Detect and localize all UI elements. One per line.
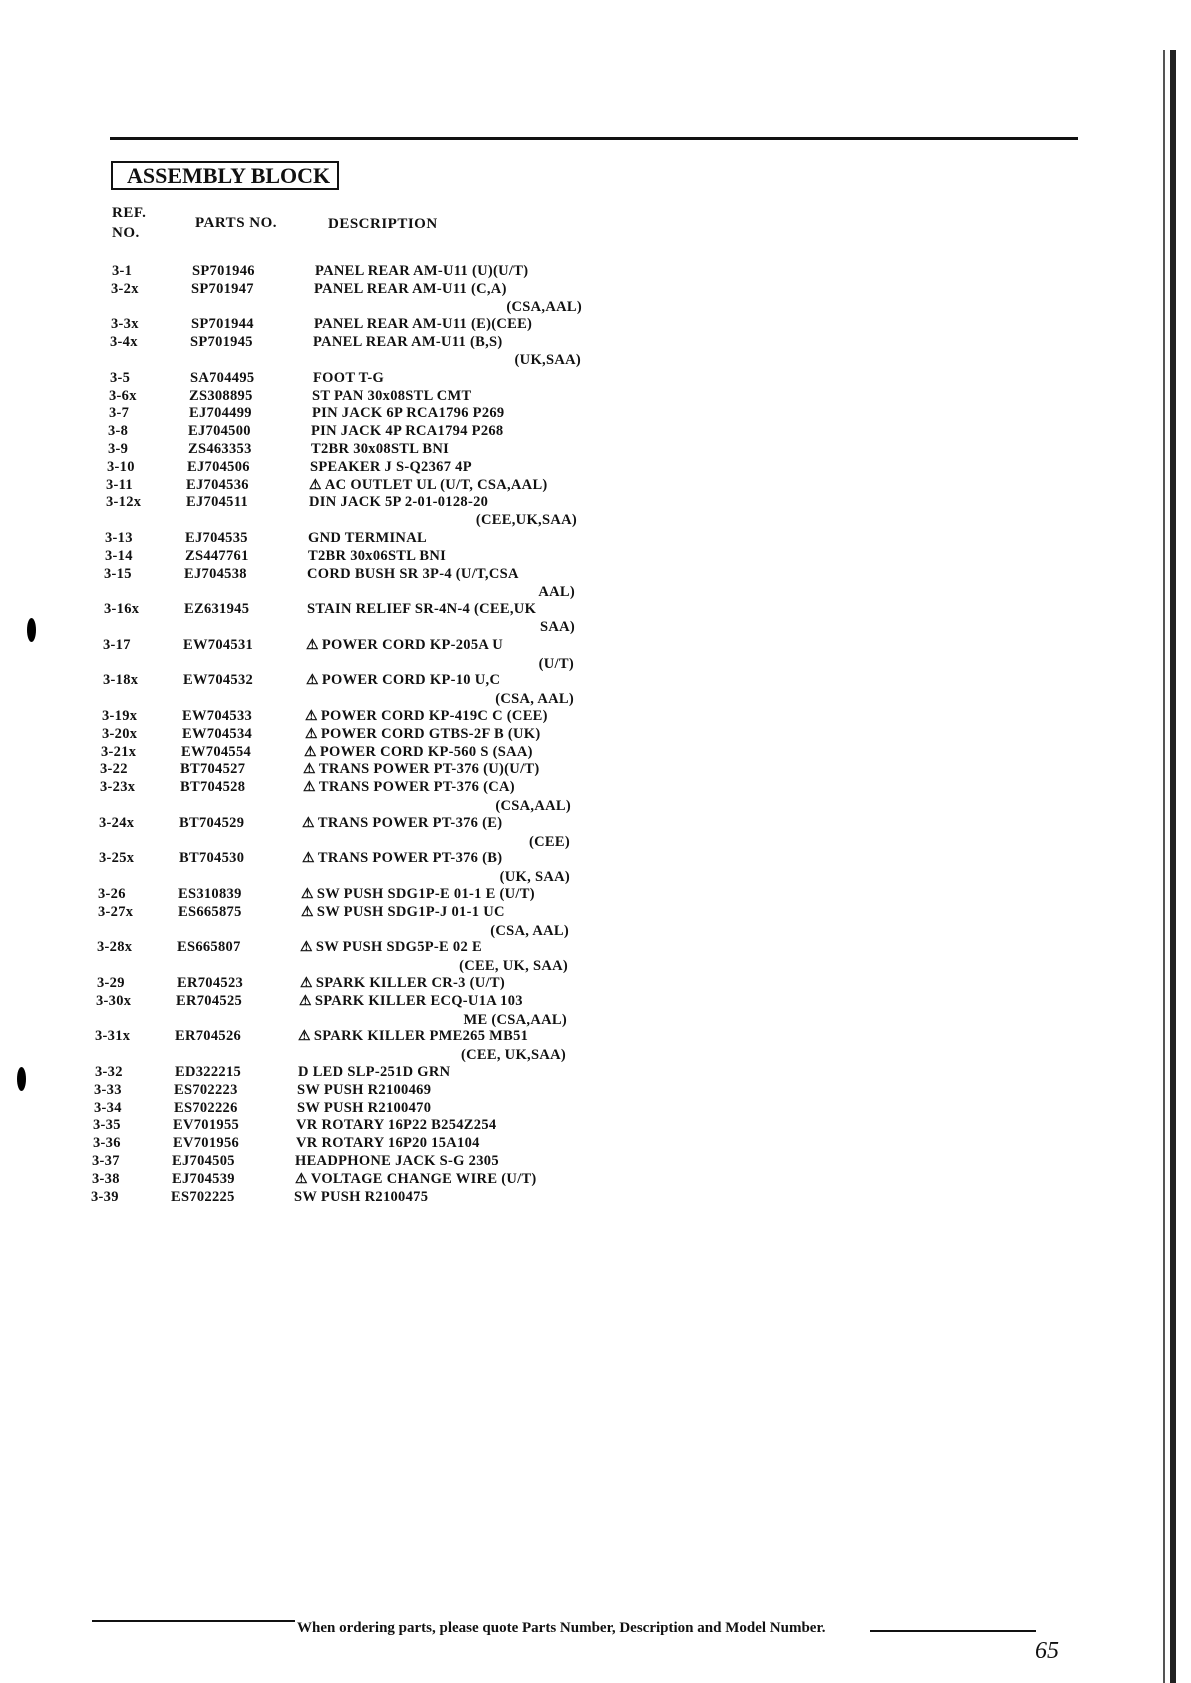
description-text: SPARK KILLER CR-3 (U/T) [315, 975, 505, 991]
description-text: PANEL REAR AM-U11 (U)(U/T) [315, 263, 529, 279]
parts-no: ED322215 [175, 1064, 242, 1080]
description [307, 600, 575, 636]
description [312, 404, 580, 422]
warning-icon: ⚠ [303, 780, 316, 796]
description [313, 333, 581, 369]
ref-no: 3-37 [92, 1153, 120, 1169]
section-title: ASSEMBLY BLOCK [111, 161, 339, 190]
footer-rule [870, 1630, 1036, 1632]
ref-no: 3-26 [98, 886, 126, 902]
warning-icon: ⚠ [295, 1171, 308, 1187]
ref-no: 3-22 [100, 761, 128, 778]
ref-no: 3-14 [105, 547, 133, 564]
top-rule [110, 137, 1078, 140]
description-continuation: (CSA,AAL) [506, 298, 582, 315]
description-text: VR ROTARY 16P22 B254Z254 [296, 1117, 497, 1134]
parts-no: ES702225 [171, 1188, 235, 1205]
description-text: POWER CORD KP-205A U [321, 636, 504, 653]
description [309, 476, 577, 495]
parts-no: EW704554 [181, 743, 252, 760]
description-continuation: (U/T) [538, 655, 574, 672]
parts-no: SA704495 [190, 369, 255, 386]
description [300, 974, 568, 993]
description-text: TRANS POWER PT-376 (CA) [318, 779, 515, 796]
description [313, 369, 581, 387]
description-text: POWER CORD KP-419C C (CEE) [320, 708, 548, 724]
description [301, 885, 569, 904]
parts-no: EJ704535 [185, 530, 248, 546]
parts-no: ES310839 [178, 886, 242, 902]
parts-no: SP701946 [192, 263, 255, 279]
header-parts-no: PARTS NO. [195, 215, 278, 231]
description-text: CORD BUSH SR 3P-4 (U/T,CSA [307, 565, 519, 582]
description-text: POWER CORD KP-10 U,C [321, 672, 501, 689]
description-text: TRANS POWER PT-376 (B) [317, 850, 503, 867]
ref-no: 3-4x [110, 334, 138, 351]
description-text: SPEAKER J S-Q2367 4P [310, 458, 472, 475]
parts-no: ER704523 [177, 975, 244, 991]
binding-edge [1170, 50, 1176, 1683]
ref-no: 3-31x [95, 1028, 131, 1045]
footer-rule [92, 1620, 295, 1622]
ref-no: 3-23x [100, 779, 136, 796]
description [298, 1063, 566, 1081]
warning-icon: ⚠ [301, 887, 314, 902]
parts-no: BT704530 [179, 850, 245, 867]
warning-icon: ⚠ [304, 744, 317, 760]
ref-no: 3-30x [96, 992, 132, 1009]
ref-no: 3-29 [97, 975, 125, 991]
ref-no: 3-15 [104, 565, 132, 582]
description-continuation: (CEE, UK, SAA) [459, 958, 568, 975]
parts-no: BT704527 [180, 761, 246, 778]
description [309, 493, 577, 529]
ref-no: 3-27x [98, 903, 134, 920]
parts-no: EJ704539 [172, 1170, 235, 1187]
description [306, 636, 574, 673]
description [314, 280, 582, 316]
description-text: PANEL REAR AM-U11 (E)(CEE) [314, 316, 533, 333]
warning-icon: ⚠ [306, 673, 319, 689]
parts-no: ZS447761 [185, 547, 249, 564]
ref-no: 3-32 [95, 1064, 123, 1080]
description [299, 992, 567, 1029]
description-text: D LED SLP-251D GRN [298, 1064, 451, 1080]
ref-no: 3-34 [94, 1099, 122, 1116]
ref-no: 3-11 [106, 476, 133, 493]
ref-no: 3-2x [111, 280, 139, 297]
description-text: PANEL REAR AM-U11 (C,A) [314, 280, 507, 297]
description [302, 849, 570, 886]
description-text: POWER CORD GTBS-2F B (UK) [320, 725, 541, 742]
description [308, 547, 576, 565]
description-continuation: (CEE, UK,SAA) [460, 1047, 566, 1064]
description [308, 529, 576, 547]
ref-no: 3-8 [108, 423, 129, 440]
warning-icon: ⚠ [306, 637, 319, 653]
footer-note: When ordering parts, please quote Parts Number, Description and Model Number. [297, 1620, 826, 1636]
description-text: T2BR 30x06STL BNI [308, 547, 447, 564]
parts-no: ES702226 [174, 1099, 238, 1116]
parts-no: EJ704499 [189, 405, 252, 422]
description-continuation: (CEE) [529, 833, 570, 850]
header-description: DESCRIPTION [328, 216, 438, 232]
warning-icon: ⚠ [305, 709, 318, 724]
description-text: HEADPHONE JACK S-G 2305 [295, 1153, 499, 1169]
parts-no: BT704529 [179, 814, 245, 831]
parts-no: ES665807 [177, 939, 241, 956]
ref-no: 3-33 [94, 1081, 122, 1098]
description-text: SPARK KILLER PME265 MB51 [313, 1028, 529, 1045]
description [307, 565, 575, 601]
description-text: STAIN RELIEF SR-4N-4 (CEE,UK [307, 601, 537, 618]
description [302, 814, 570, 851]
parts-no: ER704525 [176, 992, 243, 1009]
description-continuation: (CSA, AAL) [490, 922, 569, 939]
ref-no: 3-1 [112, 263, 133, 279]
description-continuation: (CSA,AAL) [495, 798, 571, 815]
description-text: ST PAN 30x08STL CMT [312, 387, 472, 404]
description [303, 778, 571, 815]
parts-no: EJ704511 [186, 494, 249, 511]
ref-no: 3-24x [99, 814, 135, 831]
description-text: SW PUSH R2100470 [297, 1099, 432, 1116]
description [295, 1170, 563, 1189]
header-ref-line2: NO. [112, 225, 140, 241]
description-text: SW PUSH SDG1P-E 01-1 E (U/T) [316, 886, 535, 902]
ref-no: 3-38 [92, 1170, 120, 1187]
description-continuation: (UK, SAA) [499, 869, 570, 886]
ref-no: 3-16x [104, 601, 140, 618]
description-text: GND TERMINAL [308, 530, 427, 546]
description-text: TRANS POWER PT-376 (E) [317, 814, 503, 831]
description [305, 707, 573, 726]
parts-no: EJ704500 [188, 423, 251, 440]
ref-no: 3-9 [108, 441, 129, 457]
warning-icon: ⚠ [299, 993, 312, 1009]
punch-hole [17, 1067, 26, 1091]
description [298, 1027, 566, 1064]
warning-icon: ⚠ [302, 815, 315, 831]
page-number: 65 [1035, 1638, 1059, 1664]
parts-no: EJ704506 [187, 458, 250, 475]
description [297, 1081, 565, 1099]
description-text: SW PUSH R2100469 [297, 1081, 432, 1098]
description [306, 671, 574, 708]
parts-no: EW704531 [183, 636, 254, 653]
parts-no: EJ704536 [186, 476, 249, 493]
description [315, 262, 583, 280]
warning-icon: ⚠ [301, 904, 314, 920]
description [294, 1188, 562, 1206]
warning-icon: ⚠ [302, 851, 315, 867]
parts-no: SP701945 [190, 334, 253, 351]
description [303, 760, 571, 779]
ref-no: 3-19x [102, 708, 138, 724]
ref-no: 3-10 [107, 458, 135, 475]
parts-no: EW704533 [182, 708, 253, 724]
description [301, 903, 569, 940]
description-text: SW PUSH R2100475 [294, 1188, 429, 1205]
description-text: PANEL REAR AM-U11 (B,S) [313, 334, 503, 351]
parts-no: SP701944 [191, 316, 254, 333]
warning-icon: ⚠ [305, 726, 318, 742]
parts-no: ER704526 [175, 1028, 242, 1045]
warning-icon: ⚠ [298, 1029, 311, 1045]
description [311, 440, 579, 458]
description-text: FOOT T-G [313, 369, 385, 386]
parts-no: ZS308895 [189, 387, 253, 404]
description-text: SW PUSH SDG1P-J 01-1 UC [316, 903, 505, 920]
ref-no: 3-25x [99, 850, 135, 867]
description-text: PIN JACK 6P RCA1796 P269 [312, 405, 505, 422]
description [297, 1099, 565, 1117]
parts-no: EW704532 [183, 672, 254, 689]
description [296, 1134, 564, 1152]
ref-no: 3-13 [105, 530, 133, 546]
parts-no: EV701955 [173, 1117, 240, 1134]
description-text: VR ROTARY 16P20 15A104 [296, 1135, 480, 1152]
description [295, 1152, 563, 1170]
warning-icon: ⚠ [300, 976, 313, 991]
description [311, 422, 579, 440]
punch-hole [27, 618, 36, 642]
description-continuation: ME (CSA,AAL) [463, 1011, 567, 1028]
description [312, 387, 580, 405]
description [304, 743, 572, 762]
parts-no: ZS463353 [188, 441, 252, 457]
binding-edge [1163, 50, 1165, 1683]
description-text: DIN JACK 5P 2-01-0128-20 [309, 494, 489, 511]
ref-no: 3-18x [103, 672, 139, 689]
ref-no: 3-17 [103, 636, 131, 653]
description [314, 315, 582, 333]
warning-icon: ⚠ [300, 940, 313, 956]
ref-no: 3-21x [101, 743, 137, 760]
parts-no: BT704528 [180, 779, 246, 796]
description-text: TRANS POWER PT-376 (U)(U/T) [318, 761, 540, 778]
description [300, 938, 568, 975]
ref-no: 3-3x [111, 316, 139, 333]
description [296, 1116, 564, 1134]
description-text: SW PUSH SDG5P-E 02 E [315, 939, 482, 956]
header-ref [112, 203, 146, 243]
description [310, 458, 578, 476]
description-continuation: (UK,SAA) [514, 352, 581, 369]
description-continuation: (CSA, AAL) [495, 691, 574, 708]
ref-no: 3-12x [106, 494, 142, 511]
parts-no: EW704534 [182, 725, 253, 742]
parts-no: ES665875 [178, 903, 242, 920]
ref-no: 3-39 [91, 1188, 119, 1205]
description-text: PIN JACK 4P RCA1794 P268 [311, 423, 504, 440]
header-ref-line1: REF. [112, 205, 147, 221]
ref-no: 3-6x [109, 387, 137, 404]
warning-icon: ⚠ [303, 762, 316, 778]
ref-no: 3-7 [109, 405, 130, 422]
description-text: T2BR 30x08STL BNI [311, 441, 450, 457]
ref-no: 3-28x [97, 939, 133, 956]
ref-no: 3-35 [93, 1117, 121, 1134]
ref-no: 3-36 [93, 1135, 121, 1152]
description-text: POWER CORD KP-560 S (SAA) [319, 743, 533, 760]
ref-no: 3-20x [102, 725, 138, 742]
parts-no: EZ631945 [184, 601, 250, 618]
description-continuation: SAA) [539, 619, 575, 636]
parts-no: ES702223 [174, 1081, 238, 1098]
description-text: VOLTAGE CHANGE WIRE (U/T) [310, 1170, 537, 1187]
parts-no: EV701956 [173, 1135, 240, 1152]
parts-no: EJ704505 [172, 1153, 235, 1169]
description-continuation: AAL) [538, 583, 575, 600]
ref-no: 3-5 [110, 369, 131, 386]
description-continuation: (CEE,UK,SAA) [475, 512, 577, 529]
warning-icon: ⚠ [309, 477, 322, 493]
parts-no: EJ704538 [184, 565, 247, 582]
description-text: AC OUTLET UL (U/T, CSA,AAL) [324, 476, 548, 493]
description-text: SPARK KILLER ECQ-U1A 103 [314, 992, 523, 1009]
parts-no: SP701947 [191, 280, 254, 297]
description [305, 725, 573, 744]
